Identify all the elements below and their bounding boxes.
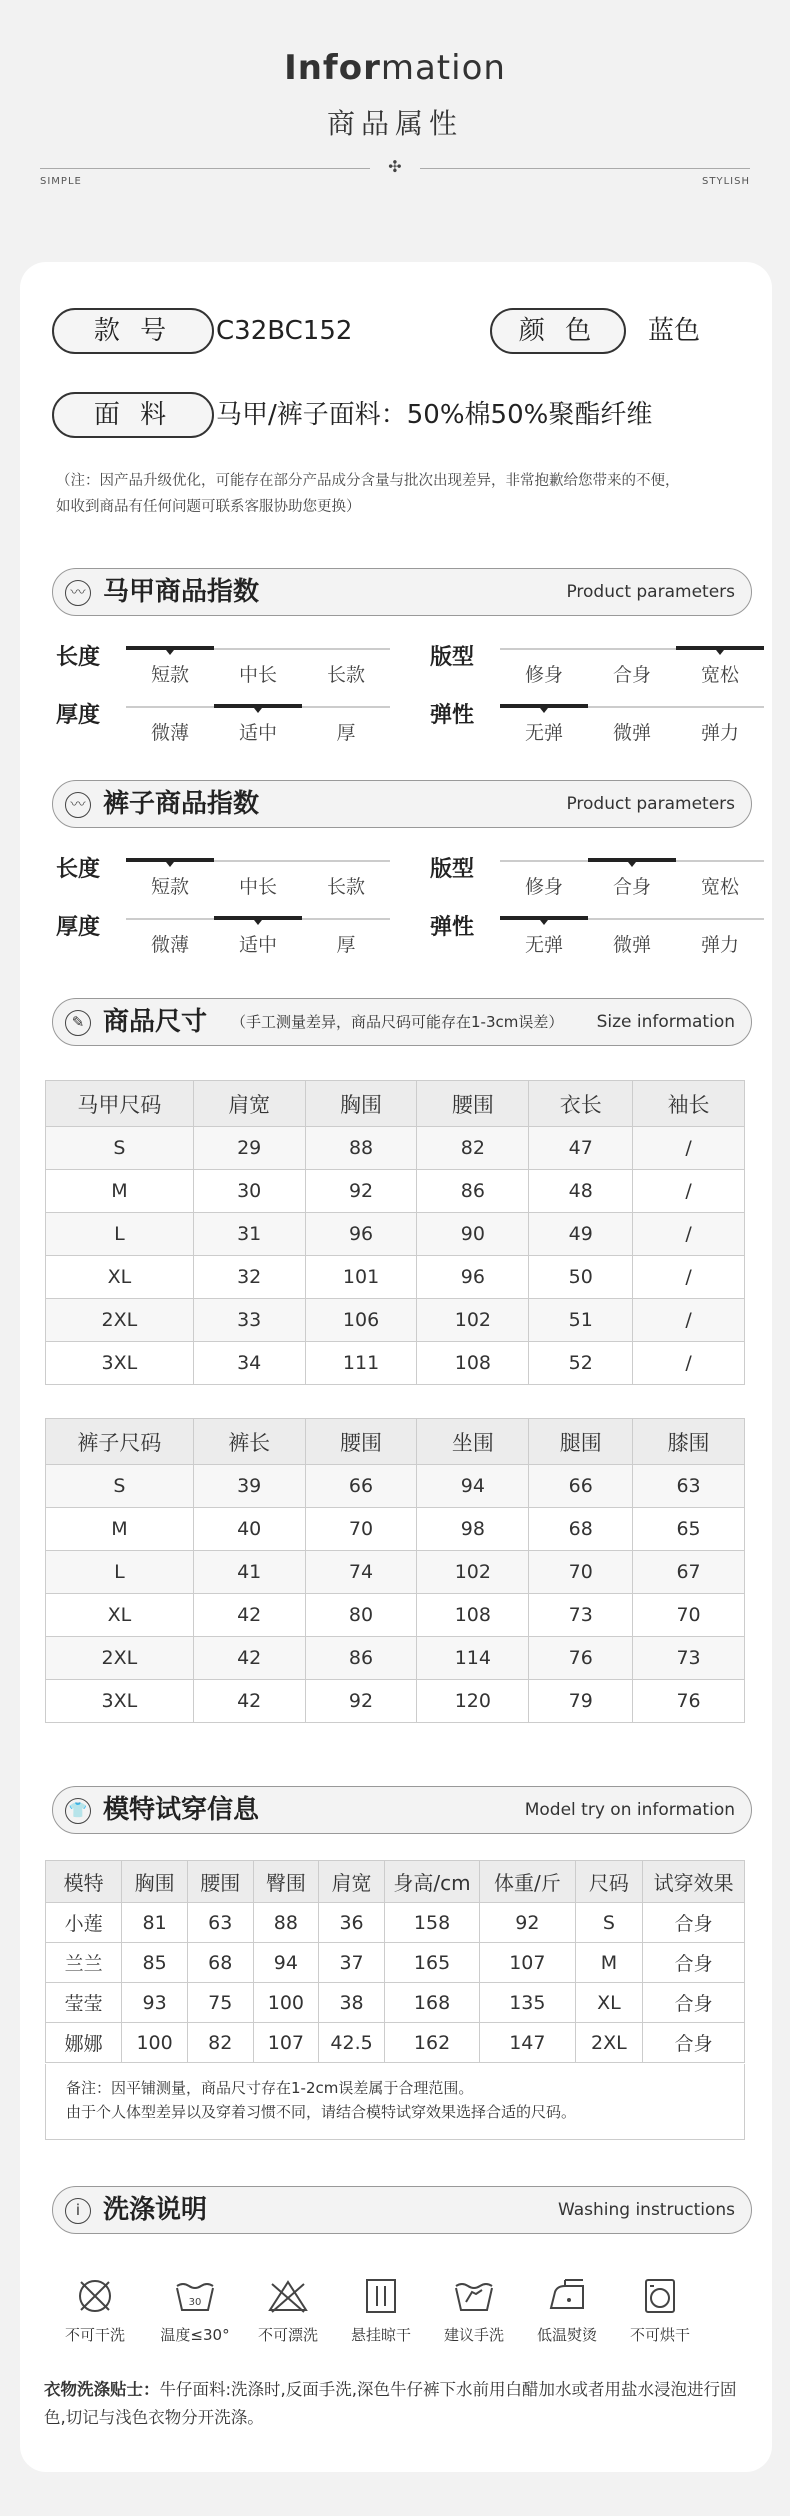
scale-option: 修身 (524, 664, 563, 686)
table-cell: 67 (633, 1551, 745, 1594)
low-iron-icon (522, 2276, 612, 2345)
divider-right (420, 168, 750, 169)
vest-params-header (52, 568, 752, 616)
model-note-2: 由于个人体型差异以及穿着习惯不同，请结合模特试穿效果选择合适的尺码。 (66, 2103, 577, 2121)
table-cell: 小莲 (46, 1903, 122, 1943)
table-cell: 50 (529, 1256, 633, 1299)
table-cell: 111 (305, 1342, 417, 1385)
scale-option: 适中 (238, 722, 277, 744)
table-cell: 37 (319, 1943, 385, 1983)
table-header-cell: 体重/斤 (480, 1861, 575, 1903)
table-row (46, 1983, 745, 2023)
scale-option: 短款 (150, 876, 189, 898)
table-row (46, 2023, 745, 2063)
table-cell: 107 (480, 1943, 575, 1983)
no-bleach-icon (243, 2276, 333, 2345)
table-cell: XL (46, 1256, 194, 1299)
table-cell: 92 (305, 1680, 417, 1723)
param-scale (500, 648, 764, 688)
table-cell: / (633, 1213, 745, 1256)
table-cell: 40 (193, 1508, 305, 1551)
table-cell: 98 (417, 1508, 529, 1551)
table-header-cell: 肩宽 (193, 1081, 305, 1127)
pants-params-en: Product parameters (566, 794, 735, 814)
scale-option: 合身 (612, 664, 651, 686)
table-cell: 47 (529, 1127, 633, 1170)
table-cell: 102 (417, 1551, 529, 1594)
table-cell: 73 (633, 1637, 745, 1680)
scale-marker (214, 916, 302, 920)
table-row (46, 1943, 745, 1983)
table-cell: S (46, 1127, 194, 1170)
table-cell: 2XL (46, 1637, 194, 1680)
param-scale (126, 706, 390, 746)
wash-header (52, 2186, 752, 2234)
param-scale (500, 918, 764, 958)
table-cell: 88 (305, 1127, 417, 1170)
page-subtitle: 商品属性 (326, 107, 463, 140)
table-cell: L (46, 1213, 194, 1256)
vest-params-title: 马甲商品指数 (103, 577, 260, 607)
table-cell: 合身 (643, 1943, 745, 1983)
table-cell: 2XL (46, 1299, 194, 1342)
scale-option: 无弹 (524, 722, 563, 744)
table-cell: 3XL (46, 1342, 194, 1385)
table-cell: 51 (529, 1299, 633, 1342)
table-cell: 合身 (643, 2023, 745, 2063)
table-cell: 莹莹 (46, 1983, 122, 2023)
table-cell: / (633, 1127, 745, 1170)
fabric-label: 面 料 (52, 392, 214, 438)
scale-marker (126, 858, 214, 862)
table-cell: 100 (253, 1983, 319, 2023)
scale-marker (500, 704, 588, 708)
stylish-label: STYLISH (702, 176, 750, 187)
table-cell: 2XL (575, 2023, 643, 2063)
pants-params-header (52, 780, 752, 828)
size-header (52, 998, 752, 1046)
table-cell: 79 (529, 1680, 633, 1723)
table-header-cell: 裤长 (193, 1419, 305, 1465)
table-cell: 41 (193, 1551, 305, 1594)
table-cell: L (46, 1551, 194, 1594)
table-row (46, 1170, 745, 1213)
table-cell: 42 (193, 1680, 305, 1723)
note-line-2: 如收到商品有任何问题可联系客服协助您更换） (56, 499, 361, 515)
table-cell: / (633, 1342, 745, 1385)
table-cell: 120 (417, 1680, 529, 1723)
wash-en: Washing instructions (557, 2200, 735, 2220)
scale-marker (588, 858, 676, 862)
table-header-cell: 腰围 (305, 1419, 417, 1465)
table-cell: 3XL (46, 1680, 194, 1723)
pants-size-table (45, 1418, 745, 1723)
table-header-cell: 模特 (46, 1861, 122, 1903)
table-cell: M (46, 1508, 194, 1551)
wash-label: 不可漂洗 (257, 2326, 318, 2344)
no-tumble-dry-icon (615, 2276, 705, 2345)
table-row (46, 1127, 745, 1170)
table-cell: 合身 (643, 1903, 745, 1943)
scale-option: 短款 (150, 664, 189, 686)
table-cell: 162 (384, 2023, 479, 2063)
fabric-value: 马甲/裤子面料：50%棉50%聚酯纤维 (216, 400, 653, 430)
table-cell: / (633, 1170, 745, 1213)
table-header-cell: 尺码 (575, 1861, 643, 1903)
model-title: 模特试穿信息 (103, 1795, 260, 1825)
wash-label: 悬挂晾干 (350, 2326, 411, 2344)
trend-line-icon: 〰 (65, 792, 91, 818)
scale-option: 修身 (524, 876, 563, 898)
table-cell: 101 (305, 1256, 417, 1299)
table-header-cell: 肩宽 (319, 1861, 385, 1903)
wash-tips (44, 2376, 756, 2432)
scale-option: 宽松 (700, 876, 739, 898)
wash-tips-label: 衣物洗涤贴士： (44, 2380, 160, 2399)
style-no-label: 款 号 (52, 308, 214, 354)
trend-line-icon: 〰 (65, 580, 91, 606)
table-cell: 92 (480, 1903, 575, 1943)
table-cell: 兰兰 (46, 1943, 122, 1983)
simple-label: SIMPLE (40, 176, 82, 187)
wash-tips-text: 牛仔面料:洗涤时,反面手洗,深色牛仔裤下水前用白醋加水或者用盐水浸泡进行固色,切记与浅色衣物分开洗涤。 (44, 2380, 737, 2427)
table-cell: 114 (417, 1637, 529, 1680)
wash-temp-badge: 30 (188, 2297, 202, 2308)
scale-option: 弹力 (700, 722, 739, 744)
table-cell: 88 (253, 1903, 319, 1943)
table-cell: 94 (417, 1465, 529, 1508)
model-en: Model try on information (524, 1800, 735, 1820)
param-scale (126, 648, 390, 688)
vest-params-en: Product parameters (566, 582, 735, 602)
table-cell: / (633, 1256, 745, 1299)
table-cell: 86 (417, 1170, 529, 1213)
table-cell: M (575, 1943, 643, 1983)
table-cell: 68 (187, 1943, 253, 1983)
table-row (46, 1637, 745, 1680)
divider-left (40, 168, 370, 169)
ruler-icon: ✎ (65, 1010, 91, 1036)
model-note-1: 备注：因平铺测量，商品尺寸存在1-2cm误差属于合理范围。 (66, 2079, 474, 2097)
scale-marker (500, 916, 588, 920)
scale-option: 长款 (326, 876, 365, 898)
model-table (45, 1860, 745, 2063)
scale-option: 中长 (238, 876, 277, 898)
color-label: 颜 色 (490, 308, 626, 354)
table-header-cell: 试穿效果 (643, 1861, 745, 1903)
scale-marker (126, 646, 214, 650)
table-cell: 32 (193, 1256, 305, 1299)
table-cell: 42 (193, 1637, 305, 1680)
table-header-cell: 臀围 (253, 1861, 319, 1903)
pants-params-title: 裤子商品指数 (103, 789, 260, 819)
table-cell: 92 (305, 1170, 417, 1213)
table-header-cell: 衣长 (529, 1081, 633, 1127)
table-cell: 68 (529, 1508, 633, 1551)
table-cell: 168 (384, 1983, 479, 2023)
table-cell: 30 (193, 1170, 305, 1213)
scale-option: 弹力 (700, 934, 739, 956)
table-cell: 63 (187, 1903, 253, 1943)
table-cell: 48 (529, 1170, 633, 1213)
scale-option: 无弹 (524, 934, 563, 956)
info-icon: i (65, 2198, 91, 2224)
table-cell: 158 (384, 1903, 479, 1943)
scale-option: 适中 (238, 934, 277, 956)
table-cell: 76 (529, 1637, 633, 1680)
table-cell: 合身 (643, 1983, 745, 2023)
hand-wash-icon (429, 2276, 519, 2345)
table-header-row (46, 1081, 745, 1127)
size-en: Size information (596, 1012, 735, 1032)
model-note (45, 2064, 745, 2140)
scale-option: 合身 (612, 876, 651, 898)
table-cell: 108 (417, 1594, 529, 1637)
scale-option: 长款 (326, 664, 365, 686)
table-row (46, 1551, 745, 1594)
table-cell: 76 (633, 1680, 745, 1723)
size-title: 商品尺寸 (103, 1007, 208, 1037)
table-cell: 34 (193, 1342, 305, 1385)
table-cell: 74 (305, 1551, 417, 1594)
size-hint: （手工测量差异，商品尺码可能存在1-3cm误差） (231, 1013, 564, 1031)
table-cell: 52 (529, 1342, 633, 1385)
table-cell: 70 (529, 1551, 633, 1594)
model-header (52, 1786, 752, 1834)
table-cell: 90 (417, 1213, 529, 1256)
table-cell: S (575, 1903, 643, 1943)
table-cell: 33 (193, 1299, 305, 1342)
title-rest: mation (380, 48, 506, 88)
scale-option: 微薄 (150, 934, 189, 956)
table-cell: 75 (187, 1983, 253, 2023)
table-cell: 29 (193, 1127, 305, 1170)
table-header-cell: 腰围 (417, 1081, 529, 1127)
param-label: 厚度 (56, 915, 101, 940)
table-cell: 66 (305, 1465, 417, 1508)
table-cell: 38 (319, 1983, 385, 2023)
title-bold: Infor (284, 48, 381, 88)
table-cell: 100 (122, 2023, 188, 2063)
no-dry-clean-icon (50, 2276, 140, 2345)
table-header-cell: 腰围 (187, 1861, 253, 1903)
table-cell: 147 (480, 2023, 575, 2063)
table-cell: M (46, 1170, 194, 1213)
table-cell: 135 (480, 1983, 575, 2023)
wash-30-icon (150, 2276, 240, 2345)
table-cell: 70 (305, 1508, 417, 1551)
param-label: 弹性 (430, 703, 475, 728)
wash-label: 低温熨烫 (536, 2326, 597, 2344)
param-label: 长度 (56, 857, 101, 882)
table-cell: 36 (319, 1903, 385, 1943)
table-cell: 49 (529, 1213, 633, 1256)
table-cell: S (46, 1465, 194, 1508)
info-title (0, 48, 790, 88)
table-cell: 165 (384, 1943, 479, 1983)
table-row (46, 1342, 745, 1385)
table-row (46, 1299, 745, 1342)
wash-label: 建议手洗 (443, 2326, 504, 2344)
table-row (46, 1508, 745, 1551)
table-cell: 85 (122, 1943, 188, 1983)
scale-marker (214, 704, 302, 708)
table-cell: 86 (305, 1637, 417, 1680)
table-header-cell: 坐围 (417, 1419, 529, 1465)
table-cell: 70 (633, 1594, 745, 1637)
note-line-1: （注：因产品升级优化，可能存在部分产品成分含量与批次出现差异，非常抱歉给您带来的不便， (56, 473, 680, 489)
scale-marker (676, 646, 764, 650)
table-header-cell: 裤子尺码 (46, 1419, 194, 1465)
table-cell: XL (46, 1594, 194, 1637)
table-cell: XL (575, 1983, 643, 2023)
table-cell: 93 (122, 1983, 188, 2023)
param-scale (500, 860, 764, 900)
table-cell: 96 (417, 1256, 529, 1299)
table-cell: 108 (417, 1342, 529, 1385)
shirt-icon: 👕 (65, 1798, 91, 1824)
scale-option: 宽松 (700, 664, 739, 686)
table-header-cell: 胸围 (122, 1861, 188, 1903)
table-cell: 81 (122, 1903, 188, 1943)
hang-dry-icon (336, 2276, 426, 2345)
table-header-cell: 腿围 (529, 1419, 633, 1465)
param-scale (126, 918, 390, 958)
param-scale (500, 706, 764, 746)
table-row (46, 1213, 745, 1256)
param-label: 弹性 (430, 915, 475, 940)
table-row (46, 1465, 745, 1508)
table-header-cell: 身高/cm (384, 1861, 479, 1903)
wash-title: 洗涤说明 (103, 2195, 208, 2225)
table-row (46, 1256, 745, 1299)
table-cell: 娜娜 (46, 2023, 122, 2063)
table-header-cell: 膝围 (633, 1419, 745, 1465)
table-cell: 82 (187, 2023, 253, 2063)
scale-option: 微弹 (612, 722, 651, 744)
info-card (20, 262, 772, 2472)
param-label: 长度 (56, 645, 101, 670)
param-label: 版型 (430, 645, 475, 670)
table-cell: 107 (253, 2023, 319, 2063)
table-cell: 31 (193, 1213, 305, 1256)
table-cell: 106 (305, 1299, 417, 1342)
table-header-row (46, 1861, 745, 1903)
wash-label: 温度≤30° (160, 2326, 230, 2344)
table-cell: 102 (417, 1299, 529, 1342)
vest-size-table (45, 1080, 745, 1385)
wash-label: 不可烘干 (629, 2326, 690, 2344)
table-row (46, 1594, 745, 1637)
param-label: 厚度 (56, 703, 101, 728)
table-cell: 80 (305, 1594, 417, 1637)
table-cell: 63 (633, 1465, 745, 1508)
param-label: 版型 (430, 857, 475, 882)
style-no-value: C32BC152 (216, 316, 353, 346)
table-header-cell: 马甲尺码 (46, 1081, 194, 1127)
cross-ornament-icon: ✣ (388, 157, 402, 176)
table-cell: 82 (417, 1127, 529, 1170)
table-cell: / (633, 1299, 745, 1342)
table-header-row (46, 1419, 745, 1465)
scale-option: 厚 (336, 722, 356, 744)
table-cell: 96 (305, 1213, 417, 1256)
scale-option: 微弹 (612, 934, 651, 956)
param-scale (126, 860, 390, 900)
scale-option: 厚 (336, 934, 356, 956)
table-row (46, 1680, 745, 1723)
table-header-cell: 胸围 (305, 1081, 417, 1127)
table-cell: 39 (193, 1465, 305, 1508)
table-header-cell: 袖长 (633, 1081, 745, 1127)
color-value: 蓝色 (648, 316, 701, 346)
scale-option: 微薄 (150, 722, 189, 744)
table-cell: 73 (529, 1594, 633, 1637)
table-cell: 65 (633, 1508, 745, 1551)
table-cell: 42.5 (319, 2023, 385, 2063)
table-cell: 66 (529, 1465, 633, 1508)
table-cell: 42 (193, 1594, 305, 1637)
scale-option: 中长 (238, 664, 277, 686)
wash-label: 不可干洗 (64, 2326, 125, 2344)
table-cell: 94 (253, 1943, 319, 1983)
table-row (46, 1903, 745, 1943)
